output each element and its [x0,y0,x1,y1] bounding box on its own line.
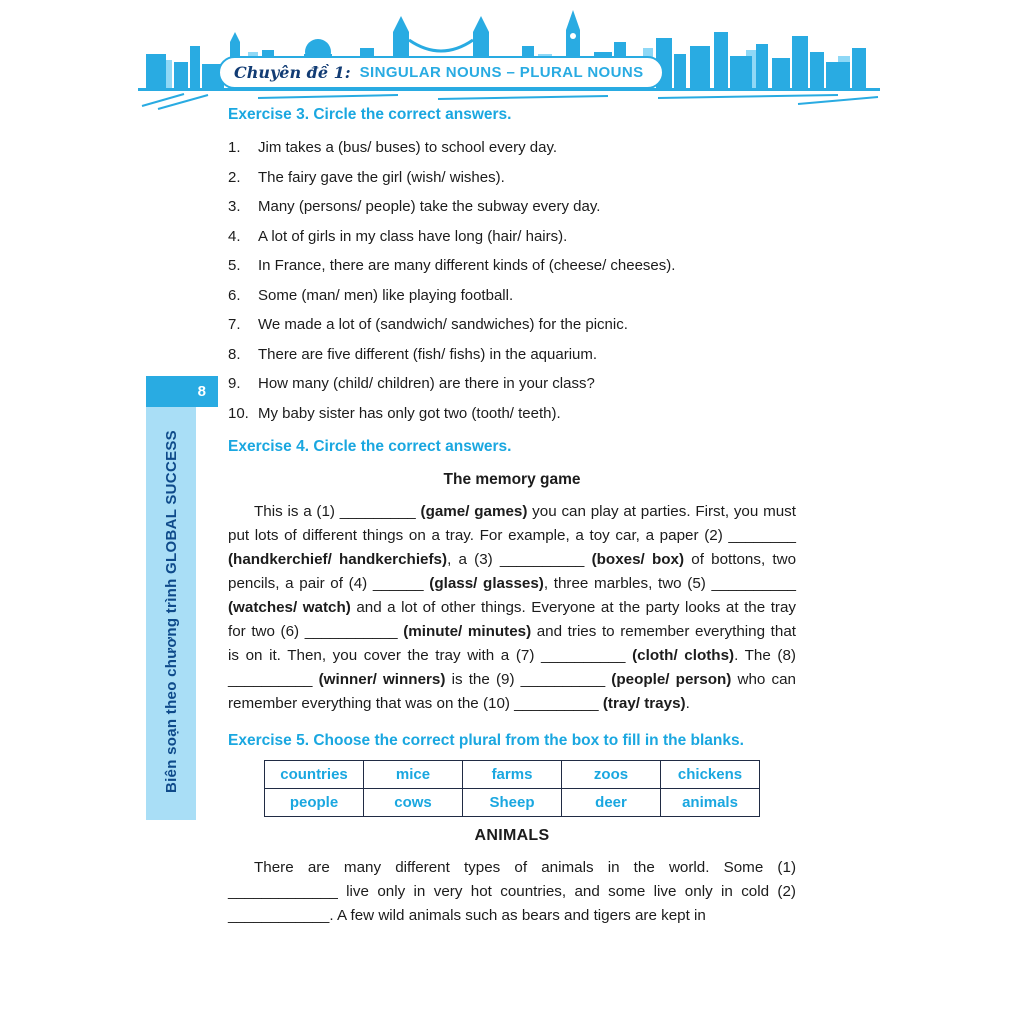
chapter-badge [218,56,664,89]
list-item-text: There are five different (fish/ fishs) in the aquarium. [258,345,598,363]
list-item [228,346,796,364]
choice-text: (watches/ watch) [228,598,351,616]
exercise5-title: Exercise 5. Choose the correct plural from the box to fill in the blanks. [228,731,744,749]
chapter-badge-label: Chuyên đề 1: [234,63,351,82]
list-item-number: 8. [228,345,241,363]
list-item [228,228,796,246]
list-item [228,257,796,275]
paragraph-text: . The (8) __________ [228,646,796,688]
list-item [228,169,796,187]
word-box-cell: people [265,788,364,816]
list-item-number: 3. [228,198,241,215]
list-item-text: Many (persons/ people) take the subway every day. [258,198,601,215]
paragraph-text: , a (3) __________ [447,550,592,568]
list-item [228,139,796,157]
word-box-table [264,760,760,817]
page-number-badge [146,376,218,407]
list-item [228,287,796,305]
page-content [228,106,796,928]
list-item [228,375,796,393]
list-item-number: 9. [228,375,241,392]
choice-text: (winner/ winners) [318,670,446,688]
choice-text: (tray/ trays) [602,694,686,712]
list-item-text: In France, there are many different kinds of (cheese/ cheeses). [258,257,676,274]
list-item [228,405,796,423]
list-item-number: 5. [228,257,241,274]
choice-text: (glass/ glasses) [429,574,544,592]
table-row [265,788,760,816]
paragraph-text: There are many different types of animals in the world. Some (1) _____________ live only in very hot countries, and some live only in cold (2) ____________. A few wild animals such as bears and tigers are kept in [228,858,796,924]
paragraph-text: is the (9) __________ [445,670,612,688]
choice-text: (people/ person) [611,670,732,688]
list-item-number: 6. [228,286,241,304]
word-box-cell: chickens [661,760,760,788]
list-item-number: 10. [228,404,249,422]
list-item [228,198,796,216]
list-item [228,316,796,334]
paragraph-text: of bottons, two pencils, a pair of (4) ______ [228,550,797,592]
word-box-cell: Sheep [463,788,562,816]
paragraph-text: , three marbles, two (5) __________ [543,574,796,592]
sidebar-vertical-caption [146,407,196,817]
paragraph-text: and tries to remember everything that is on it. Then, you cover the tray with a (7) __________ [228,622,796,664]
word-box-cell: zoos [562,760,661,788]
paragraph-text: and a lot of other things. Everyone at the party looks at the tray for two (6) ___________ [228,598,797,640]
word-box-cell: cows [364,788,463,816]
page-number: 8 [197,383,206,400]
list-item-text: My baby sister has only got two (tooth/ teeth). [258,404,561,422]
exercise4-title: Exercise 4. Circle the correct answers. [228,437,512,455]
list-item-text: Jim takes a (bus/ buses) to school every day. [258,139,558,156]
list-item-text: Some (man/ men) like playing football. [258,286,514,304]
choice-text: (boxes/ box) [591,550,685,568]
list-item-text: How many (child/ children) are there in your class? [258,375,595,392]
word-box-cell: deer [562,788,661,816]
choice-text: (game/ games) [420,502,528,520]
chapter-badge-title: SINGULAR NOUNS – PLURAL NOUNS [359,64,644,81]
paragraph-text: . [685,694,690,712]
list-item-number: 7. [228,316,241,333]
word-box-cell: countries [265,760,364,788]
list-item-text: We made a lot of (sandwich/ sandwiches) for the picnic. [258,316,628,333]
choice-text: (handkerchief/ handkerchiefs) [228,550,448,568]
memory-game-paragraph [228,500,796,716]
memory-game-title: The memory game [443,470,581,488]
exercise3-list [228,139,796,423]
word-box-cell: animals [661,788,760,816]
choice-text: (minute/ minutes) [403,622,532,640]
paragraph-text: This is a (1) _________ [254,502,421,520]
word-box-cell: farms [463,760,562,788]
animals-paragraph [228,856,796,928]
sidebar-caption-text: Biên soạn theo chương trình GLOBAL SUCCESS [162,430,180,794]
choice-text: (cloth/ cloths) [632,646,735,664]
list-item-number: 2. [228,168,241,186]
list-item-text: The fairy gave the girl (wish/ wishes). [258,168,505,186]
list-item-number: 4. [228,227,241,245]
paragraph-text: who can remember everything that was on the (10) __________ [228,670,796,712]
exercise3-title: Exercise 3. Circle the correct answers. [228,106,512,123]
paragraph-text: you can play at parties. First, you must put lots of different things on a tray. For example, a toy car, a paper (2) ________ [228,502,796,544]
list-item-text: A lot of girls in my class have long (hair/ hairs). [258,227,568,245]
list-item-number: 1. [228,139,241,156]
table-row [265,760,760,788]
word-box-cell: mice [364,760,463,788]
animals-title: ANIMALS [474,826,550,844]
